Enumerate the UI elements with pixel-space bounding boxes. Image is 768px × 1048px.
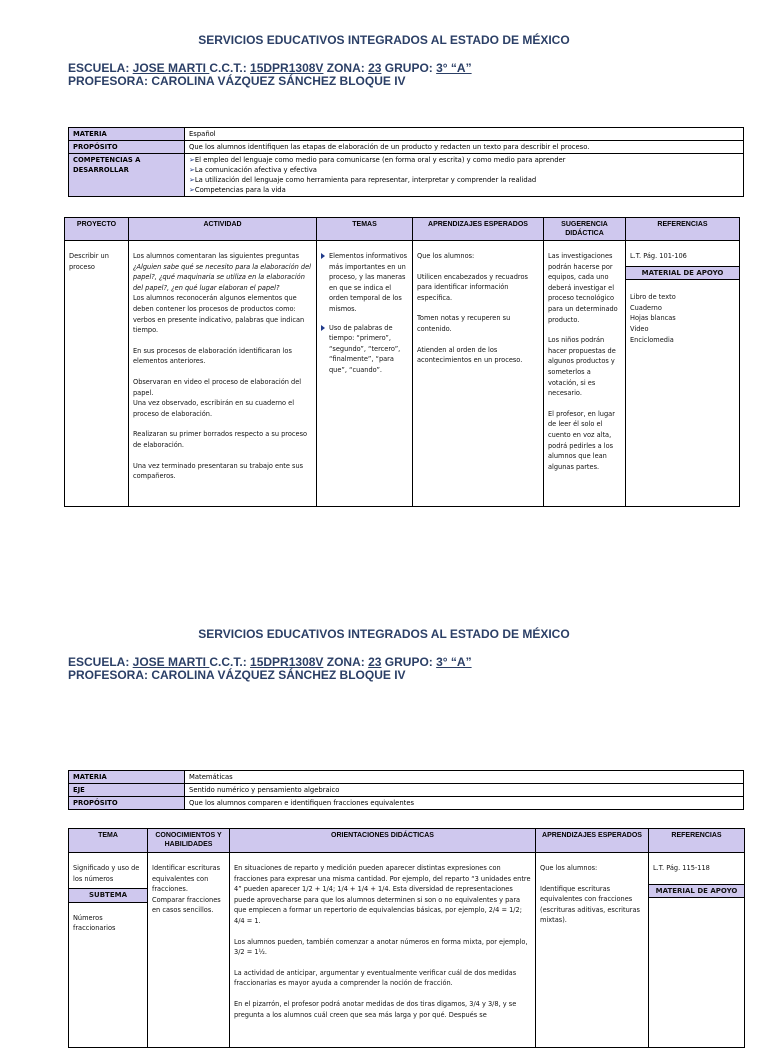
- proposito-value: Que los alumnos identifiquen las etapas de elaboración de un producto y redacten un texto para describir el proceso.: [185, 141, 744, 154]
- info-table-1: [68, 127, 744, 197]
- zona-number: 23: [368, 655, 382, 669]
- col-header-referencias: REFERENCIAS: [649, 829, 745, 853]
- materia-label: MATERIA: [69, 128, 185, 141]
- school-line-1: ESCUELA: JOSE MARTI C.C.T.: 15DPR1308V ZONA: 23 GRUPO: 3° “A”: [68, 61, 472, 75]
- grupo-value: 3° “A”: [436, 655, 472, 669]
- actividad-cell: Los alumnos comentaran las siguientes preguntas ¿Alguien sabe qué se necesito para la elaboración del papel?, ¿qué maquinaria se utiliza en la elaboración del papel?, ¿en qué lugar elaboran el papel? Los alumnos reconocerán algunos elementos que deben contener los procesos de productos como: verbos en presente indicativo, palabras que indican tiempo. En sus procesos de elaboración identificaran los elementos anteriores. Observaran en video el proceso de elaboración del papel. Una vez observado, escribirán en su cuaderno el proceso de elaboración. Realizaran su primer borrados respecto a su proceso de elaboración. Una vez terminado presentaran su trabajo ente sus compañeros.: [129, 241, 317, 507]
- competencia-item: ➢La comunicación afectiva y efectiva: [189, 166, 317, 174]
- eje-value: Sentido numérico y pensamiento algebraico: [185, 784, 744, 797]
- material-item: Libro de texto: [630, 293, 676, 302]
- col-header-temas: TEMAS: [317, 218, 413, 241]
- teacher-line-2: PROFESORA: CAROLINA VÁZQUEZ SÁNCHEZ BLOQUE IV: [68, 668, 406, 682]
- school-name: JOSE MARTI: [132, 61, 210, 75]
- materia-label: MATERIA: [69, 771, 185, 784]
- materia-value: Matemáticas: [185, 771, 744, 784]
- col-header-sugerencia: SUGERENCIA DIDÁCTICA: [544, 218, 626, 241]
- arrow-right-icon: ➢: [189, 166, 195, 174]
- zona-number: 23: [368, 61, 382, 75]
- eje-label: EJE: [69, 784, 185, 797]
- competencia-item: ➢El empleo del lenguaje como medio para comunicarse (en forma oral y escrita) y como medio para aprender: [189, 156, 566, 164]
- tema-item: Elementos informativos más importantes en un proceso, y las maneras en que se indica el orden temporal de los mismos.: [321, 251, 408, 315]
- subtema-value: Números fraccionarios: [73, 913, 116, 933]
- info-table-2: [68, 770, 744, 810]
- arrow-right-icon: ➢: [189, 176, 195, 184]
- competencia-item: ➢La utilización del lenguaje como herramienta para representar, interpretar y comprender la realidad: [189, 176, 537, 184]
- page-title-2: SERVICIOS EDUCATIVOS INTEGRADOS AL ESTADO DE MÉXICO: [198, 627, 570, 641]
- col-header-referencias: REFERENCIAS: [626, 218, 740, 241]
- orientaciones-cell: En situaciones de reparto y medición pueden aparecer distintas expresiones con fracciones para expresar una misma cantidad. Por ejemplo, del reparto “3 unidades entre 4” pueden aparecer 1/2 + 1/4; 1/4 + 1/4 + 1/4. Esta diversidad de representaciones puede aprovecharse para que los alumnos determinen si son o no equivalentes y para que empiecen a formar un repertorio de equivalencias básicas, por ejemplo, 2/4 = 1/2; 4/4 = 1. Los alumnos pueden, también comenzar a anotar números en forma mixta, por ejemplo, 3/2 = 1½. La actividad de anticipar, argumentar y eventualmente verificar cuál de dos medidas fraccionarias es mayor ayuda a comprender la noción de fracción. En el pizarrón, el profesor podrá anotar medidas de dos tiras digamos, 3/4 y 3/8, y se pregunta a los alumnos cuál creen que sea más larga y por qué. Después se: [230, 853, 536, 1048]
- tema-cell: [69, 853, 148, 1048]
- tema-value: Significado y uso de los números: [73, 864, 140, 883]
- cct-code: 15DPR1308V: [250, 61, 324, 75]
- school-name: JOSE MARTI: [132, 655, 210, 669]
- aprendizajes-cell: Que los alumnos: Identifique escrituras equivalentes con fracciones (escrituras aditivas, escrituras mixtas).: [536, 853, 649, 1048]
- school-line-2: ESCUELA: JOSE MARTI C.C.T.: 15DPR1308V ZONA: 23 GRUPO: 3° “A”: [68, 655, 472, 669]
- referencias-cell: [626, 241, 740, 507]
- cct-code: 15DPR1308V: [250, 655, 324, 669]
- sugerencia-cell: Las investigaciones podrán hacerse por equipos, cada uno deberá investigar el proceso tecnológico para un determinado producto. Los niños podrán hacer propuestas de algunos productos y someterlos a votación, si es necesario. El profesor, en lugar de leer él solo el cuento en voz alta, podrá pedirles a los alumnos que lean algunas partes.: [544, 241, 626, 507]
- competencia-item: ➢Competencias para la vida: [189, 186, 286, 194]
- col-header-aprendizajes: APRENDIZAJES ESPERADOS: [536, 829, 649, 853]
- material-item: Hojas blancas: [630, 314, 676, 323]
- aprendizajes-cell: Que los alumnos: Utilicen encabezados y recuadros para identificar información específica. Tomen notas y recuperen su contenido. Atienden al orden de los acontecimientos en un proceso.: [413, 241, 544, 507]
- page-title-1: SERVICIOS EDUCATIVOS INTEGRADOS AL ESTADO DE MÉXICO: [198, 33, 570, 47]
- material-item: Enciclomedia: [630, 335, 674, 344]
- conocimientos-cell: Identificar escrituras equivalentes con fracciones. Comparar fracciones en casos sencillos.: [148, 853, 230, 1048]
- materia-value: Español: [185, 128, 744, 141]
- libro-ref: L.T. Pág. 101-106: [630, 252, 687, 260]
- plan-table-1: [64, 217, 740, 507]
- proyecto-cell: Describir un proceso: [65, 241, 129, 507]
- col-header-conocimientos: CONOCIMIENTOS Y HABILIDADES: [148, 829, 230, 853]
- material-apoyo-label: MATERIAL DE APOYO: [649, 884, 744, 899]
- col-header-proyecto: PROYECTO: [65, 218, 129, 241]
- tema-item: Uso de palabras de tiempo: “primero”, “segundo”, “tercero”, “finalmente”, “para que”, “cuando”.: [321, 323, 408, 376]
- col-header-aprendizajes: APRENDIZAJES ESPERADOS: [413, 218, 544, 241]
- proposito-value: Que los alumnos comparen e identifiquen fracciones equivalentes: [185, 797, 744, 810]
- material-apoyo-label: MATERIAL DE APOYO: [626, 266, 739, 281]
- material-item: Video: [630, 324, 649, 333]
- plan-table-2: [68, 828, 745, 1048]
- competencias-list: [185, 154, 744, 197]
- libro-ref: L.T. Pág. 115-118: [653, 864, 710, 872]
- col-header-actividad: ACTIVIDAD: [129, 218, 317, 241]
- teacher-line-1: PROFESORA: CAROLINA VÁZQUEZ SÁNCHEZ BLOQUE IV: [68, 74, 406, 88]
- arrow-right-icon: ➢: [189, 156, 195, 164]
- referencias-cell: [649, 853, 745, 1048]
- proposito-label: PROPÓSITO: [69, 797, 185, 810]
- material-item: Cuaderno: [630, 303, 662, 312]
- col-header-orientaciones: ORIENTACIONES DIDÁCTICAS: [230, 829, 536, 853]
- temas-cell: [317, 241, 413, 507]
- arrow-right-icon: ➢: [189, 186, 195, 194]
- grupo-value: 3° “A”: [436, 61, 472, 75]
- competencias-label: COMPETENCIAS A DESARROLLAR: [69, 154, 185, 197]
- col-header-tema: TEMA: [69, 829, 148, 853]
- proposito-label: PROPÓSITO: [69, 141, 185, 154]
- subtema-label: SUBTEMA: [69, 888, 147, 903]
